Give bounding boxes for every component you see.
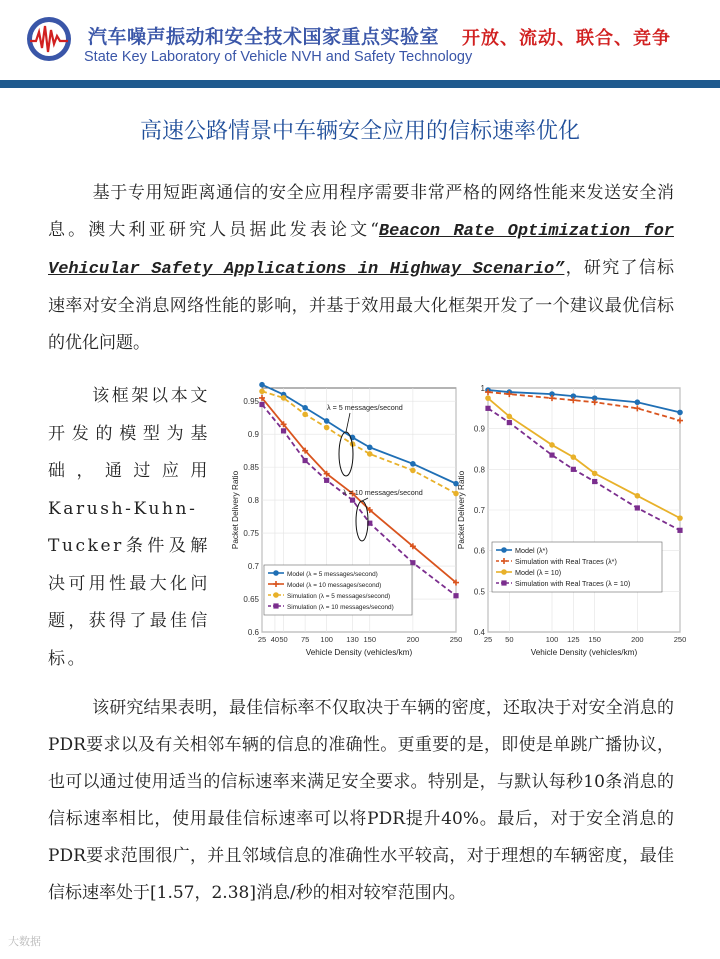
y-tick-label: 0.75	[243, 529, 259, 539]
y-tick-label: 0.8	[247, 496, 259, 506]
y-tick-label: 0.6	[247, 628, 259, 637]
article-title: 高速公路情景中车辆安全应用的信标速率优化	[139, 119, 580, 144]
data-point	[677, 515, 683, 521]
data-point	[302, 405, 308, 411]
data-point	[324, 478, 329, 483]
x-tick-label: 40	[270, 635, 280, 644]
x-tick-label: 150	[363, 635, 377, 644]
data-point	[507, 414, 513, 420]
legend-marker	[501, 580, 506, 585]
annotation-text: λ = 5 messages/second	[327, 403, 403, 412]
data-point	[635, 399, 641, 405]
x-tick-label: 150	[588, 635, 601, 644]
x-tick-label: 200	[631, 635, 644, 644]
y-tick-label: 0.9	[247, 430, 259, 440]
y-tick-label: 1	[480, 384, 485, 393]
data-point	[281, 395, 287, 401]
data-point	[571, 467, 576, 472]
data-point	[507, 420, 512, 425]
annotation-text: λ = 10 messages/second	[343, 488, 423, 497]
x-tick-label: 75	[300, 635, 310, 644]
y-tick-label: 0.85	[243, 463, 259, 473]
y-axis-label: Packet Delivery Ratio	[231, 470, 240, 550]
y-tick-label: 0.7	[473, 506, 485, 515]
data-point	[367, 445, 373, 451]
data-point	[485, 395, 491, 401]
data-point	[410, 560, 415, 565]
legend-marker	[273, 603, 278, 608]
legend-label: Model (λ*)	[515, 545, 548, 555]
data-point	[302, 412, 308, 418]
page-header	[0, 0, 720, 84]
x-tick-label: 200	[406, 635, 420, 644]
x-tick-label: 100	[320, 635, 333, 644]
lab-name-en: State Key Laboratory of Vehicle NVH and Safety Technology	[84, 49, 473, 65]
x-tick-label: 250	[449, 635, 463, 644]
y-tick-label: 0.95	[243, 397, 259, 407]
framework-text: 该框架以本文开发的模型为基础，通过应用Karush-Kuhn-Tucker条件及解决可用性最大化问题，获得了最佳信标。	[48, 386, 210, 669]
data-point	[303, 458, 308, 463]
data-point	[549, 442, 555, 448]
legend-label: Simulation with Real Traces (λ = 10)	[515, 578, 631, 588]
data-point	[592, 479, 597, 484]
legend-label: Simulation (λ = 5 messages/second)	[287, 592, 391, 600]
data-point	[324, 418, 330, 424]
framework-paragraph	[48, 378, 210, 678]
data-point	[350, 498, 355, 503]
watermark: 大数据	[8, 935, 41, 948]
data-point	[259, 388, 265, 394]
y-tick-label: 0.9	[473, 424, 485, 434]
data-point	[410, 468, 416, 474]
intro-paragraph	[48, 175, 674, 362]
y-tick-label: 0.8	[473, 465, 485, 475]
intro-text-end: ，研究了信标速率对安全消息网络性能的影响，并基于效用最大化框架开发了一个建议最优信标的优化问题。	[48, 258, 674, 353]
data-point	[453, 593, 458, 598]
x-tick-label: 25	[257, 635, 267, 644]
data-point	[592, 471, 598, 477]
x-tick-label: 130	[346, 635, 359, 644]
y-tick-label: 0.5	[473, 587, 485, 597]
paper-title-link[interactable]: Beacon Rate Optimization for Vehicular Safety Applications in Highway Scenario”	[48, 222, 674, 279]
data-point	[259, 382, 265, 388]
pdr-vs-density-chart-right	[457, 382, 692, 672]
data-point	[485, 406, 490, 411]
legend-label: Model (λ = 5 messages/second)	[287, 570, 378, 578]
slogan: 开放、流动、联合、竞争	[462, 28, 671, 49]
x-tick-label: 250	[673, 635, 687, 644]
intro-text-start: 基于专用短距离通信的安全应用程序需要非常严格的网络性能来发送安全消息。澳大利亚研究人员据此发表论文“	[48, 183, 674, 240]
x-tick-label: 50	[279, 635, 288, 644]
data-point	[635, 493, 641, 499]
data-point	[259, 402, 264, 407]
y-tick-label: 0.7	[247, 562, 259, 572]
legend-label: Simulation (λ = 10 messages/second)	[287, 603, 394, 611]
x-tick-label: 50	[505, 635, 514, 644]
lab-name-cn: 汽车噪声振动和安全技术国家重点实验室	[88, 26, 440, 48]
header-divider	[0, 80, 720, 88]
x-tick-label: 100	[545, 635, 559, 644]
data-point	[571, 454, 577, 460]
x-axis-label: Vehicle Density (vehicles/km)	[530, 648, 638, 657]
y-tick-label: 0.4	[473, 628, 485, 637]
data-point	[677, 410, 683, 416]
legend-marker	[501, 547, 507, 553]
y-tick-label: 0.6	[473, 546, 485, 556]
y-tick-label: 0.65	[243, 595, 259, 605]
legend-label: Model (λ = 10)	[515, 567, 562, 577]
wave-logo-icon	[24, 14, 74, 64]
data-point	[324, 425, 330, 431]
data-point	[635, 505, 640, 510]
data-point	[281, 428, 286, 433]
data-point	[549, 453, 554, 458]
legend-marker	[501, 569, 507, 575]
x-axis-label: Vehicle Density (vehicles/km)	[305, 648, 413, 657]
legend-label: Model (λ = 10 messages/second)	[287, 581, 382, 589]
results-paragraph	[48, 690, 674, 912]
legend-label: Simulation with Real Traces (λ*)	[515, 556, 617, 566]
legend-marker	[273, 592, 279, 598]
y-axis-label: Packet Delivery Ratio	[457, 470, 466, 550]
data-point	[677, 528, 682, 533]
legend-marker	[273, 570, 279, 576]
x-tick-label: 125	[567, 635, 580, 644]
x-tick-label: 25	[483, 635, 493, 644]
results-text: 该研究结果表明，最佳信标率不仅取决于车辆的密度，还取决于对安全消息的PDR要求以及有关相邻车辆的信息的准确性。更重要的是，即使是单跳广播协议，也可以通过使用适当的信标速率来满足安全要求。特别是，与默认每秒10条消息的信标速率相比，使用最佳信标速率可以将PDR提升40%。最后，对于安全消息的PDR要求范围很广，并且邻域信息的准确性水平较高，对于理想的车辆密度，最佳信标速率处于[1.57，2.38]消息/秒的相对较窄范围内。	[48, 698, 674, 903]
pdr-vs-density-chart-left	[230, 382, 465, 672]
data-point	[367, 451, 373, 457]
data-point	[410, 461, 416, 467]
